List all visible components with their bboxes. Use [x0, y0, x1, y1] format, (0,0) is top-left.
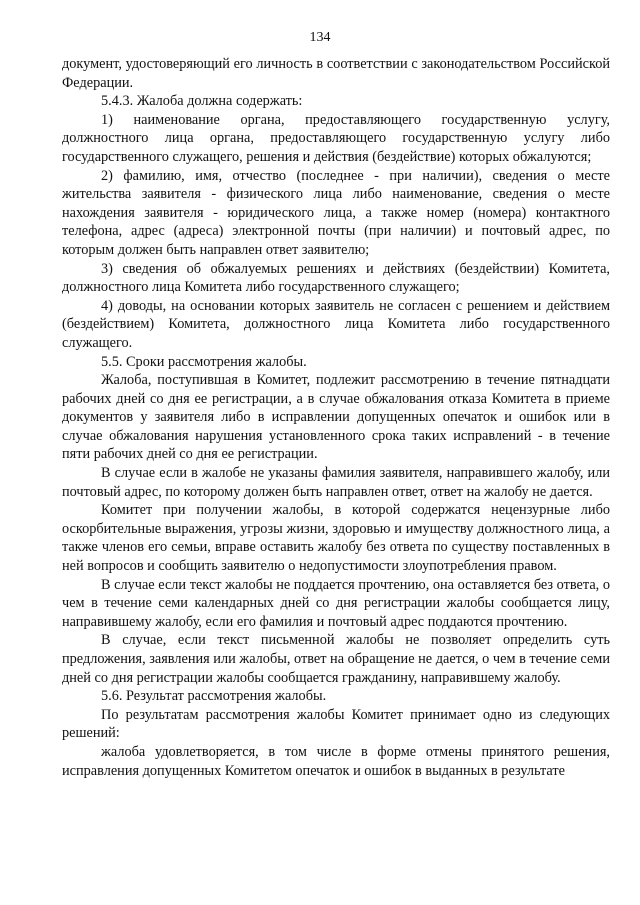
paragraph-unreadable-text: В случае если текст жалобы не поддается прочтению, она оставляется без ответа, о чем в течение семи календарных дней со дня регистрации жалобы сообщается лицу, направившему жалобу, если его фамилия и почтовый адрес поддаются прочтению. — [62, 576, 610, 630]
paragraph-item-1: 1) наименование органа, предоставляющего государственную услугу, должностного лица органа, предоставляющего государственную услугу либо государственного служащего, решения и действия (бездействие) которых обжалуются; — [62, 111, 610, 165]
paragraph-complaint-satisfied: жалоба удовлетворяется, в том числе в форме отмены принятого решения, исправления допущенных Комитетом опечаток и ошибок в выданных в результате — [62, 743, 610, 779]
paragraph-decisions-intro: По результатам рассмотрения жалобы Комитет принимает одно из следующих решений: — [62, 706, 610, 742]
paragraph-item-2: 2) фамилию, имя, отчество (последнее - при наличии), сведения о месте жительства заявителя - физического лица либо наименование, сведения о месте нахождения заявителя - юридического лица, а также номер (номера) контактного телефона, адрес (адреса) электронной почты (при наличии) и почтовый адрес, по которым должен быть направлен ответ заявителю; — [62, 167, 610, 258]
paragraph-section-5-4-3: 5.4.3. Жалоба должна содержать: — [101, 93, 303, 110]
paragraph-review-term: Жалоба, поступившая в Комитет, подлежит рассмотрению в течение пятнадцати рабочих дней со дня ее регистрации, а в случае обжалования отказа Комитета в приеме документов у заявителя либо в исправлении допущенных опечаток и ошибок или в случае обжалования нарушения установленного срока таких исправлений - в течение пяти рабочих дней со дня ее регистрации. — [62, 372, 610, 463]
paragraph-undefined-essence: В случае, если текст письменной жалобы не позволяет определить суть предложения, заявления или жалобы, ответ на обращение не дается, о чем в течение семи дней со дня регистрации жалобы сообщается гражданину, направившему жалобу. — [62, 632, 610, 686]
paragraph-item-3: 3) сведения об обжалуемых решениях и действиях (бездействии) Комитета, должностного лица Комитета либо государственного служащего; — [62, 260, 610, 296]
page-number: 134 — [309, 30, 331, 45]
paragraph-section-5-5: 5.5. Сроки рассмотрения жалобы. — [101, 353, 307, 370]
paragraph-continuation: документ, удостоверяющий его личность в соответствии с законодательством Российской Федерации. — [62, 56, 610, 91]
document-body — [62, 55, 610, 780]
paragraph-no-surname: В случае если в жалобе не указаны фамилия заявителя, направившего жалобу, или почтовый адрес, по которому должен быть направлен ответ, ответ на жалобу не дается. — [62, 465, 610, 500]
paragraph-item-4: 4) доводы, на основании которых заявитель не согласен с решением и действием (бездействием) Комитета, должностного лица Комитета либо государственного служащего. — [62, 297, 610, 351]
paragraph-section-5-6: 5.6. Результат рассмотрения жалобы. — [101, 688, 327, 705]
paragraph-obscene-language: Комитет при получении жалобы, в которой содержатся нецензурные либо оскорбительные выражения, угрозы жизни, здоровью и имуществу должностного лица, а также членов его семьи, вправе оставить жалобу без ответа по существу поставленных в ней вопросов и сообщить заявителю о недопустимости злоупотребления правом. — [62, 502, 610, 575]
